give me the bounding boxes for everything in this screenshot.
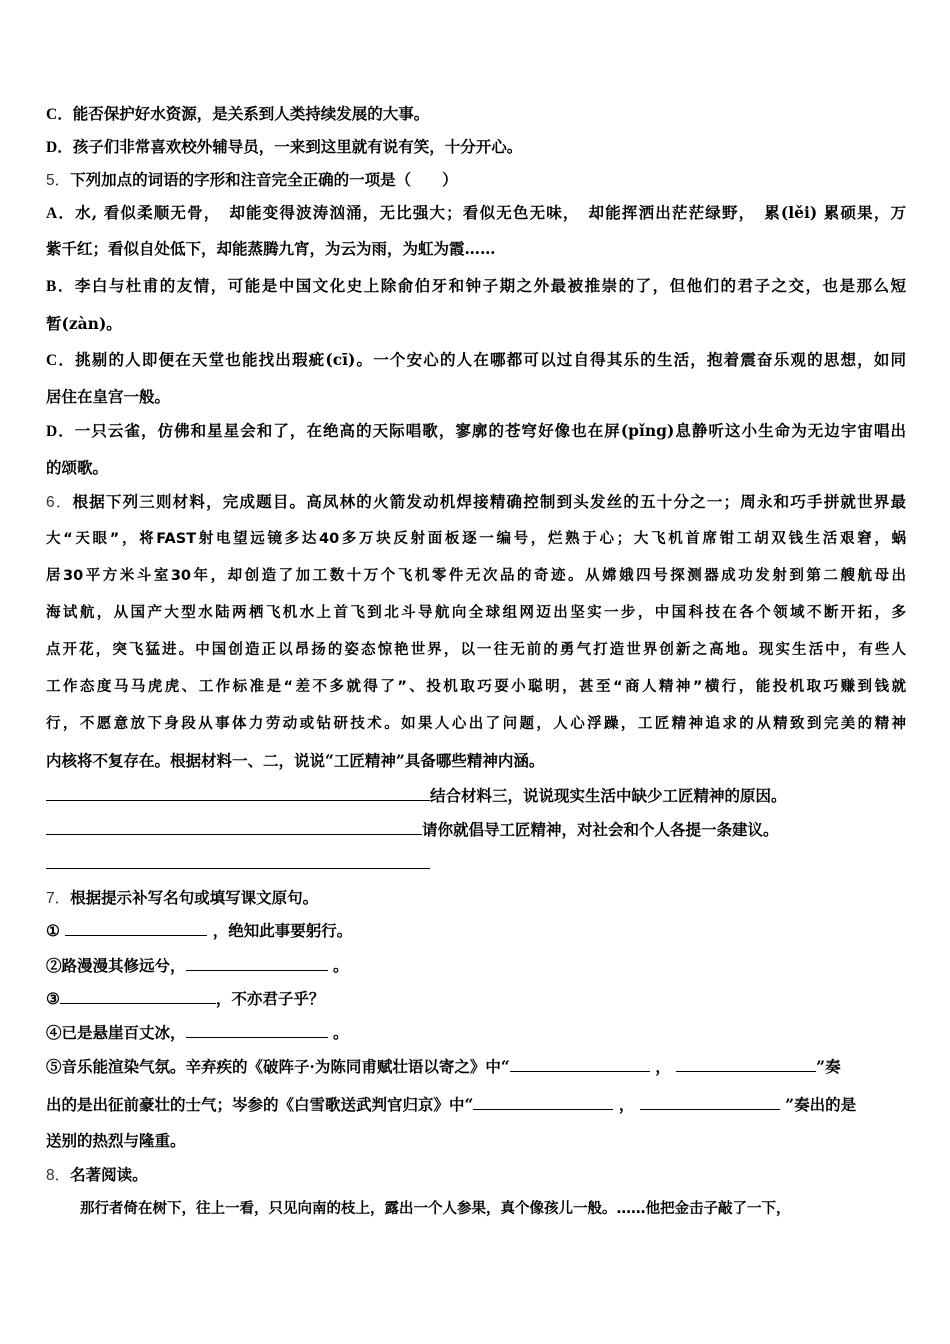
q5-option-d-line2 [46, 458, 108, 478]
answer-blank-1[interactable] [46, 786, 430, 801]
item-text: 。 [332, 1023, 349, 1042]
passage-text: 根据下列三则材料，完成题目。高凤林的火箭发动机焊接精确控制到头发丝的五十分之一；周永和巧手拼就世界最 [72, 492, 906, 511]
item-text: ”奏 [816, 1057, 841, 1076]
comma: ， [655, 1057, 671, 1076]
option-text: 水, 看似柔顺无骨， 却能变得波涛汹涌，无比强大；看似无色无味， 却能挥洒出茫茫绿野， 累(lěi) 累硕果，万 [75, 203, 907, 222]
option-text: 能否保护好水资源，是关系到人类持续发展的大事。 [72, 104, 430, 123]
q7-item-5-line3: 送别的热烈与隆重。 [46, 1131, 186, 1150]
q5-option-c-line2 [46, 387, 170, 407]
comma: ， [618, 1095, 635, 1114]
item-marker: ④ [46, 1023, 62, 1042]
q6-line-7: 行，不愿意放下身段从事体力劳动或钻研技术。如果人心出了问题，人心浮躁，工匠精神追求的从精致到完美的精神 [46, 716, 906, 732]
item-marker: ③ [46, 989, 60, 1008]
item-text: 出的是出征前豪壮的士气；岑参的《白雪歌送武判官归京》中“ [46, 1095, 474, 1114]
q6-answer-1 [46, 786, 787, 806]
q6-line-1 [46, 492, 906, 512]
item-text: ，绝知此事要躬行。 [212, 921, 353, 940]
item-text: ，不亦君子乎？ [215, 989, 325, 1008]
option-text: 孩子们非常喜欢校外辅导员，一来到这里就有说有笑，十分开心。 [72, 137, 523, 156]
item-text: 已是悬崖百丈冰， [61, 1023, 186, 1042]
q4-option-c [46, 104, 429, 124]
q6-line-3: 居30平方米斗室30年，却创造了加工数十万个飞机零件无次品的奇迹。从嫦娥四号探测器成功发射到第二艘航母出 [46, 568, 906, 584]
q7-item-3 [46, 989, 324, 1009]
question-text: 根据提示补写名句或填写课文原句。 [70, 888, 319, 907]
q6-answer-2 [46, 820, 779, 840]
q5-option-b-line2 [46, 314, 122, 334]
q5-option-d-line1 [46, 421, 906, 441]
sub-question-2: 结合材料三，说说现实生活中缺少工匠精神的原因。 [430, 786, 787, 805]
q6-answer-3 [46, 854, 430, 874]
q6-line-5: 点开花，突飞猛进。中国创造正以昂扬的姿态惊艳世界，以一往无前的勇气打造世界创新之高地。现实生活中，有些人 [46, 642, 906, 658]
fill-blank[interactable] [473, 1095, 613, 1110]
fill-blank[interactable] [676, 1057, 816, 1072]
fill-blank[interactable] [186, 956, 328, 971]
fill-blank[interactable] [186, 1023, 328, 1038]
option-text: 紫千红；看似自处低下，却能蒸腾九宵，为云为雨，为虹为霞…… [46, 239, 496, 258]
item-marker: ⑤ [46, 1057, 62, 1076]
fill-blank[interactable] [640, 1095, 780, 1110]
q6-line-2: 大“天眼”，将FAST射电望远镜多达40多万块反射面板逐一编号，烂熟于心；大飞机首席钳工胡双钱生活艰窘，蜗 [46, 531, 906, 547]
fill-blank[interactable] [65, 921, 207, 936]
q8-stem [46, 1165, 148, 1185]
option-text: 的颂歌。 [46, 458, 109, 477]
option-label: C． [46, 352, 76, 369]
q8-passage: 那行者倚在树下，往上一看，只见向南的枝上，露出一个人参果，真个像孩儿一般。……他把金击子敲了一下， [80, 1201, 791, 1217]
answer-blank-2[interactable] [46, 820, 422, 835]
q5-option-b-line1 [46, 276, 906, 296]
option-label: B． [46, 278, 75, 295]
option-label: D． [46, 423, 75, 440]
question-number: 6． [46, 494, 73, 511]
question-text: 名著阅读。 [70, 1165, 148, 1184]
option-label: A． [46, 205, 76, 222]
option-text: 暂(zàn)。 [46, 314, 122, 333]
item-marker: ② [46, 956, 62, 975]
q5-option-c-line1 [46, 350, 906, 370]
item-text: 。 [332, 956, 349, 975]
q6-line-8: 内核将不复存在。根据材料一、二，说说“工匠精神”具备哪些精神内涵。 [46, 751, 545, 770]
item-marker: ① [46, 921, 60, 940]
fill-blank[interactable] [60, 989, 216, 1004]
q5-stem [46, 170, 458, 190]
fill-blank[interactable] [510, 1057, 650, 1072]
sub-question-3: 请你就倡导工匠精神，对社会和个人各提一条建议。 [422, 820, 779, 839]
q7-item-2 [46, 956, 348, 976]
q7-item-5-line2 [46, 1095, 856, 1115]
option-text: 居住在皇宫一般。 [46, 387, 171, 406]
q7-item-5-line1 [46, 1057, 841, 1077]
q5-option-a-line2 [46, 239, 496, 259]
answer-blank-3[interactable] [46, 854, 430, 869]
question-text: 下列加点的词语的字形和注音完全正确的一项是（ ） [70, 170, 458, 189]
option-text: 一只云雀，仿佛和星星会和了，在绝高的天际唱歌，寥廓的苍穹好像也在屏(pǐng)息静听这小生命为无边宇宙唱出 [74, 421, 906, 440]
q7-item-4 [46, 1023, 348, 1043]
q6-line-6: 工作态度马马虎虎、工作标准是“差不多就得了”、投机取巧耍小聪明，甚至“商人精神”横行，能投机取巧赚到钱就 [46, 679, 906, 695]
option-label: C． [46, 106, 73, 123]
option-text: 李白与杜甫的友情，可能是中国文化史上除俞伯牙和钟子期之外最被推崇的了，但他们的君子之交，也是那么短 [74, 276, 906, 295]
q7-stem [46, 888, 318, 908]
q4-option-d [46, 137, 522, 157]
question-number: 5． [46, 172, 71, 189]
q7-item-1 [46, 921, 352, 941]
question-number: 7． [46, 890, 71, 907]
option-text: 挑剔的人即便在天堂也能找出瑕疵(cī)。一个安心的人在哪都可以过自得其乐的生活，抱着震奋乐观的思想，如同 [75, 350, 907, 369]
q5-option-a-line1 [46, 203, 906, 223]
q6-line-4: 海试航，从国产大型水陆两栖飞机水上首飞到北斗导航向全球组网迈出坚实一步，中国科技在各个领域不断开拓，多 [46, 605, 906, 621]
item-text: 音乐能渲染气氛。辛弃疾的《破阵子·为陈同甫赋壮语以寄之》中“ [61, 1057, 510, 1076]
option-label: D． [46, 139, 73, 156]
item-text: ”奏出的是 [785, 1095, 857, 1114]
item-text: 路漫漫其修远兮， [61, 956, 186, 975]
question-number: 8． [46, 1167, 71, 1184]
